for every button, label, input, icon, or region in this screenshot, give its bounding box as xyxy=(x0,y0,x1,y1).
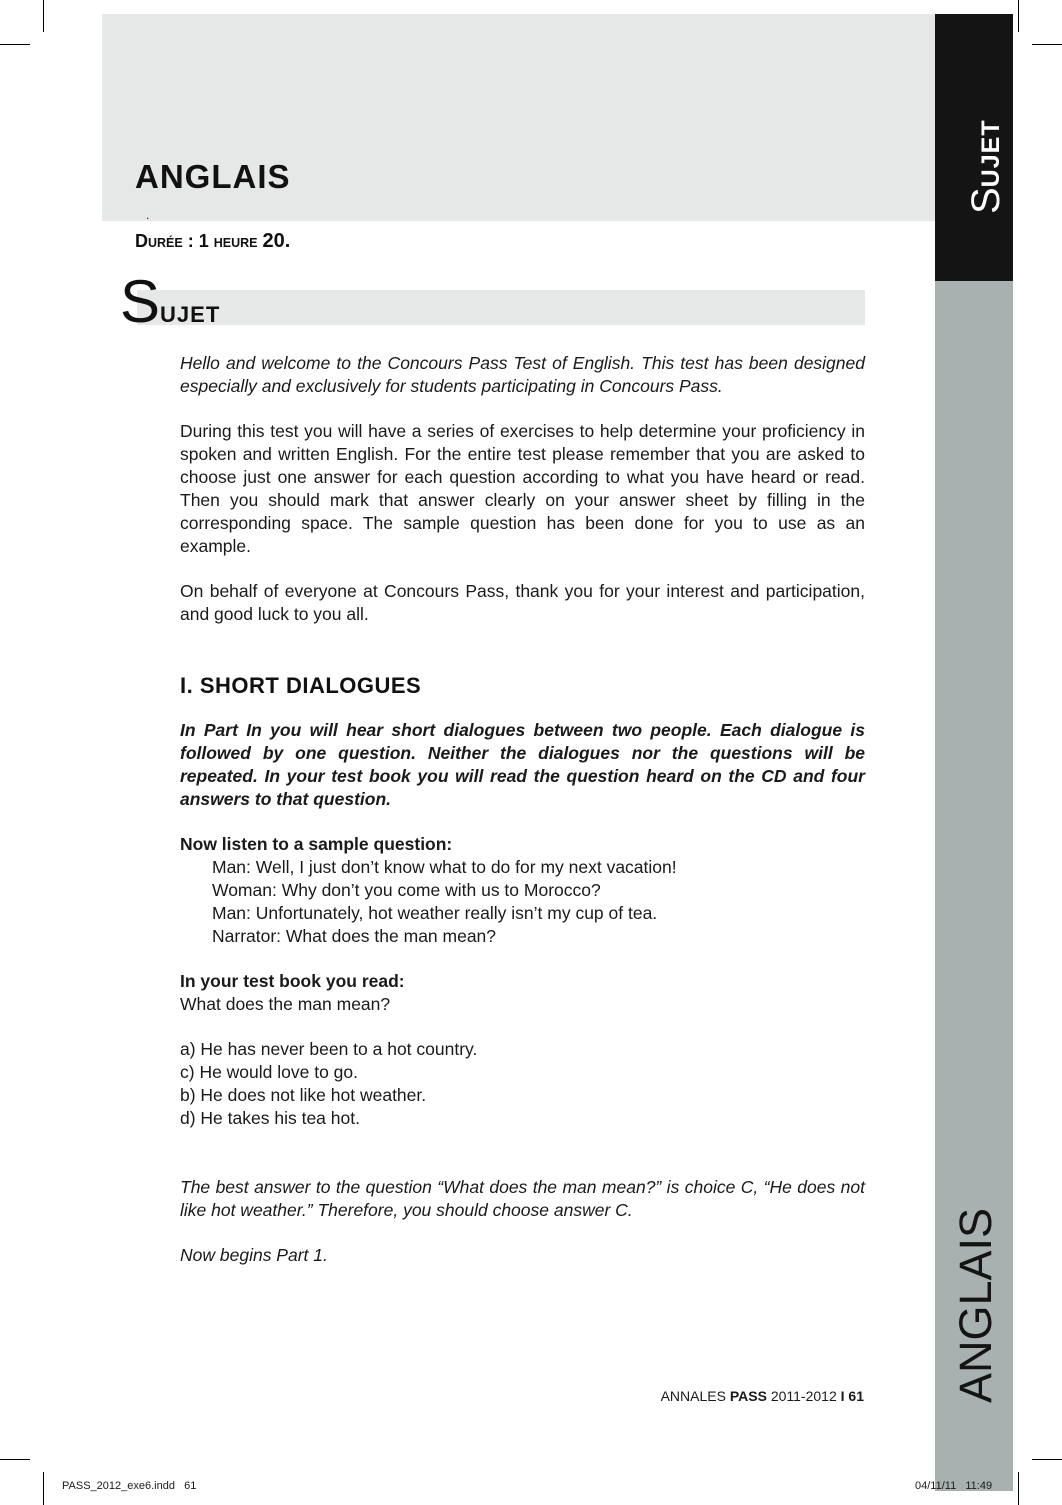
page-number: 61 xyxy=(848,1388,864,1404)
crop-mark xyxy=(1018,1472,1019,1505)
part1-instructions: In Part In you will hear short dialogues between two people. Each dialogue is followed by one question. Neither the dialogues nor the questions will be repeated. In your test book you will read the question heard on the CD and four answers to that question. xyxy=(180,720,865,809)
begin-part: Now begins Part 1. xyxy=(180,1245,328,1265)
duration-hours: 1 xyxy=(198,231,209,251)
crop-mark xyxy=(1018,0,1019,32)
page-title: ANGLAIS xyxy=(135,158,291,195)
answer-option: c) He would love to go. xyxy=(180,1062,359,1082)
dialogue-line: Man: Unfortunately, hot weather really isn’t my cup of tea. xyxy=(212,903,658,923)
crop-mark xyxy=(0,44,30,45)
intro-paragraph-3: On behalf of everyone at Concours Pass, thank you for your interest and participation, and good luck to you all. xyxy=(180,581,865,624)
answer-option: d) He takes his tea hot. xyxy=(180,1108,360,1128)
duration-hour-word: HEURE xyxy=(213,236,258,250)
page-footer xyxy=(600,1388,864,1404)
duration-minutes: 20. xyxy=(262,230,291,252)
side-tab-sujet-label xyxy=(966,119,1006,214)
footer-years: 2011-2012 xyxy=(770,1388,837,1404)
body-text xyxy=(180,352,865,1267)
section-heading-bar xyxy=(137,290,865,325)
answer-option: b) He does not like hot weather. xyxy=(180,1085,427,1105)
footer-pass: PASS xyxy=(729,1388,767,1404)
duration-line xyxy=(135,230,290,253)
answer-option: a) He has never been to a hot country. xyxy=(180,1039,478,1059)
duration-cap: D xyxy=(135,231,148,251)
section-heading xyxy=(120,268,221,335)
crop-mark xyxy=(43,1472,44,1505)
intro-paragraph-1: Hello and welcome to the Concours Pass Test of English. This test has been designed especially and exclusively for students participating in Concours Pass. xyxy=(180,353,865,396)
side-tab-anglais-label: ANGLAIS xyxy=(950,1207,1001,1403)
dialogue-line: Woman: Why don’t you come with us to Morocco? xyxy=(212,880,601,900)
crop-mark xyxy=(43,0,44,32)
duration-label: URÉE xyxy=(148,236,183,250)
explanation: The best answer to the question “What does the man mean?” is choice C, “He does not like hot weather.” Therefore, you should choose answer C. xyxy=(180,1177,865,1220)
book-label: In your test book you read: xyxy=(180,971,405,991)
footer-separator: I xyxy=(840,1388,845,1404)
section-heading-rest: UJET xyxy=(160,302,221,327)
slug-date: 04/11/11 11:49 xyxy=(915,1480,993,1492)
title-dot: . xyxy=(146,208,150,222)
crop-mark xyxy=(1032,44,1062,45)
section-heading-cap: S xyxy=(120,268,161,335)
book-question: What does the man mean? xyxy=(180,994,391,1014)
side-tab-sujet-rest: UJET xyxy=(977,119,1005,188)
dialogue-line: Narrator: What does the man mean? xyxy=(212,926,497,946)
crop-mark xyxy=(0,1459,30,1460)
crop-mark xyxy=(1032,1459,1062,1460)
footer-annales: ANNALES xyxy=(660,1388,726,1404)
intro-paragraph-2: During this test you will have a series of exercises to help determine your proficiency in spoken and written English. For the entire test please remember that you are asked to choose just one answer for each question according to what you have heard or read. Then you should mark that answer clearly on your answer sheet by filling in the corresponding space. The sample question has been done for you to use as an example. xyxy=(180,421,865,556)
part1-title: I. SHORT DIALOGUES xyxy=(180,673,422,698)
duration-sep: : xyxy=(182,231,199,251)
sample-label: Now listen to a sample question: xyxy=(180,834,453,854)
dialogue-line: Man: Well, I just don’t know what to do for my next vacation! xyxy=(212,857,677,877)
side-tab-sujet-cap: S xyxy=(964,187,1008,214)
slug-file: PASS_2012_exe6.indd 61 xyxy=(62,1480,197,1492)
